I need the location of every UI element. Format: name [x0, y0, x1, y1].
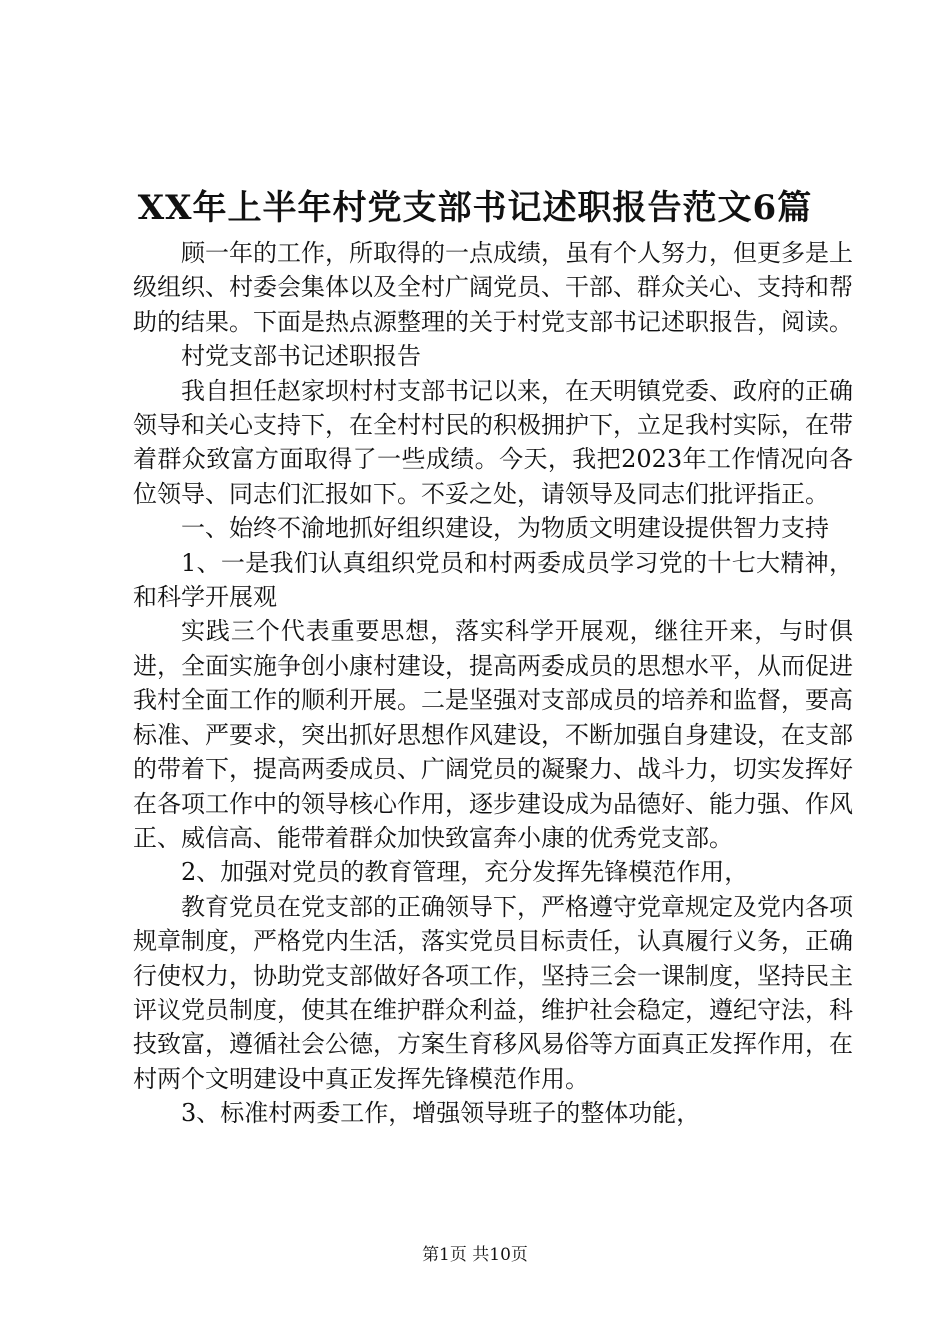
document-body	[133, 236, 853, 1131]
list-item-3: 3、标准村两委工作，增强领导班子的整体功能，	[181, 1099, 701, 1128]
document-title: XX年上半年村党支部书记述职报告范文6篇	[137, 188, 813, 228]
subsection-heading-1: 一、始终不渝地抓好组织建设，为物质文明建设提供智力支持	[181, 514, 829, 543]
section-heading: 村党支部书记述职报告	[181, 342, 421, 371]
page-number-footer: 第1页 共10页	[422, 1245, 528, 1265]
body-paragraph-3: 教育党员在党支部的正确领导下，严格遵守党章规定及党内各项规章制度，严格党内生活，落实党员目标责任，认真履行义务，正确行使权力，协助党支部做好各项工作，坚持三会一课制度，坚持民主评议党员制度，使其在维护群众利益，维护社会稳定，遵纪守法，科技致富，遵循社会公德，方案生育移风易俗等方面真正发挥作用，在村两个文明建设中真正发挥先锋模范作用。	[133, 892, 853, 1093]
list-item-2: 2、加强对党员的教育管理，充分发挥先锋模范作用，	[181, 858, 749, 887]
body-paragraph-2: 实践三个代表重要思想，落实科学开展观，继往开来，与时俱进，全面实施争创小康村建设，提高两委成员的思想水平，从而促进我村全面工作的顺利开展。二是坚强对支部成员的培养和监督，要高标准、严要求，突出抓好思想作风建设，不断加强自身建设，在支部的带着下，提高两委成员、广阔党员的凝聚力、战斗力，切实发挥好在各项工作中的领导核心作用，逐步建设成为品德好、能力强、作风正、威信高、能带着群众加快致富奔小康的优秀党支部。	[133, 617, 853, 852]
intro-paragraph: 顾一年的工作，所取得的一点成绩，虽有个人努力，但更多是上级组织、村委会集体以及全村广阔党员、干部、群众关心、支持和帮助的结果。下面是热点源整理的关于村党支部书记述职报告，阅读。	[133, 239, 853, 336]
body-paragraph-1: 我自担任赵家坝村村支部书记以来，在天明镇党委、政府的正确领导和关心支持下，在全村村民的积极拥护下，立足我村实际，在带着群众致富方面取得了一些成绩。今天，我把2023年工作情况向各位领导、同志们汇报如下。不妥之处，请领导及同志们批评指正。	[133, 376, 853, 508]
list-item-1: 1、一是我们认真组织党员和村两委成员学习党的十七大精神，和科学开展观	[133, 548, 853, 612]
